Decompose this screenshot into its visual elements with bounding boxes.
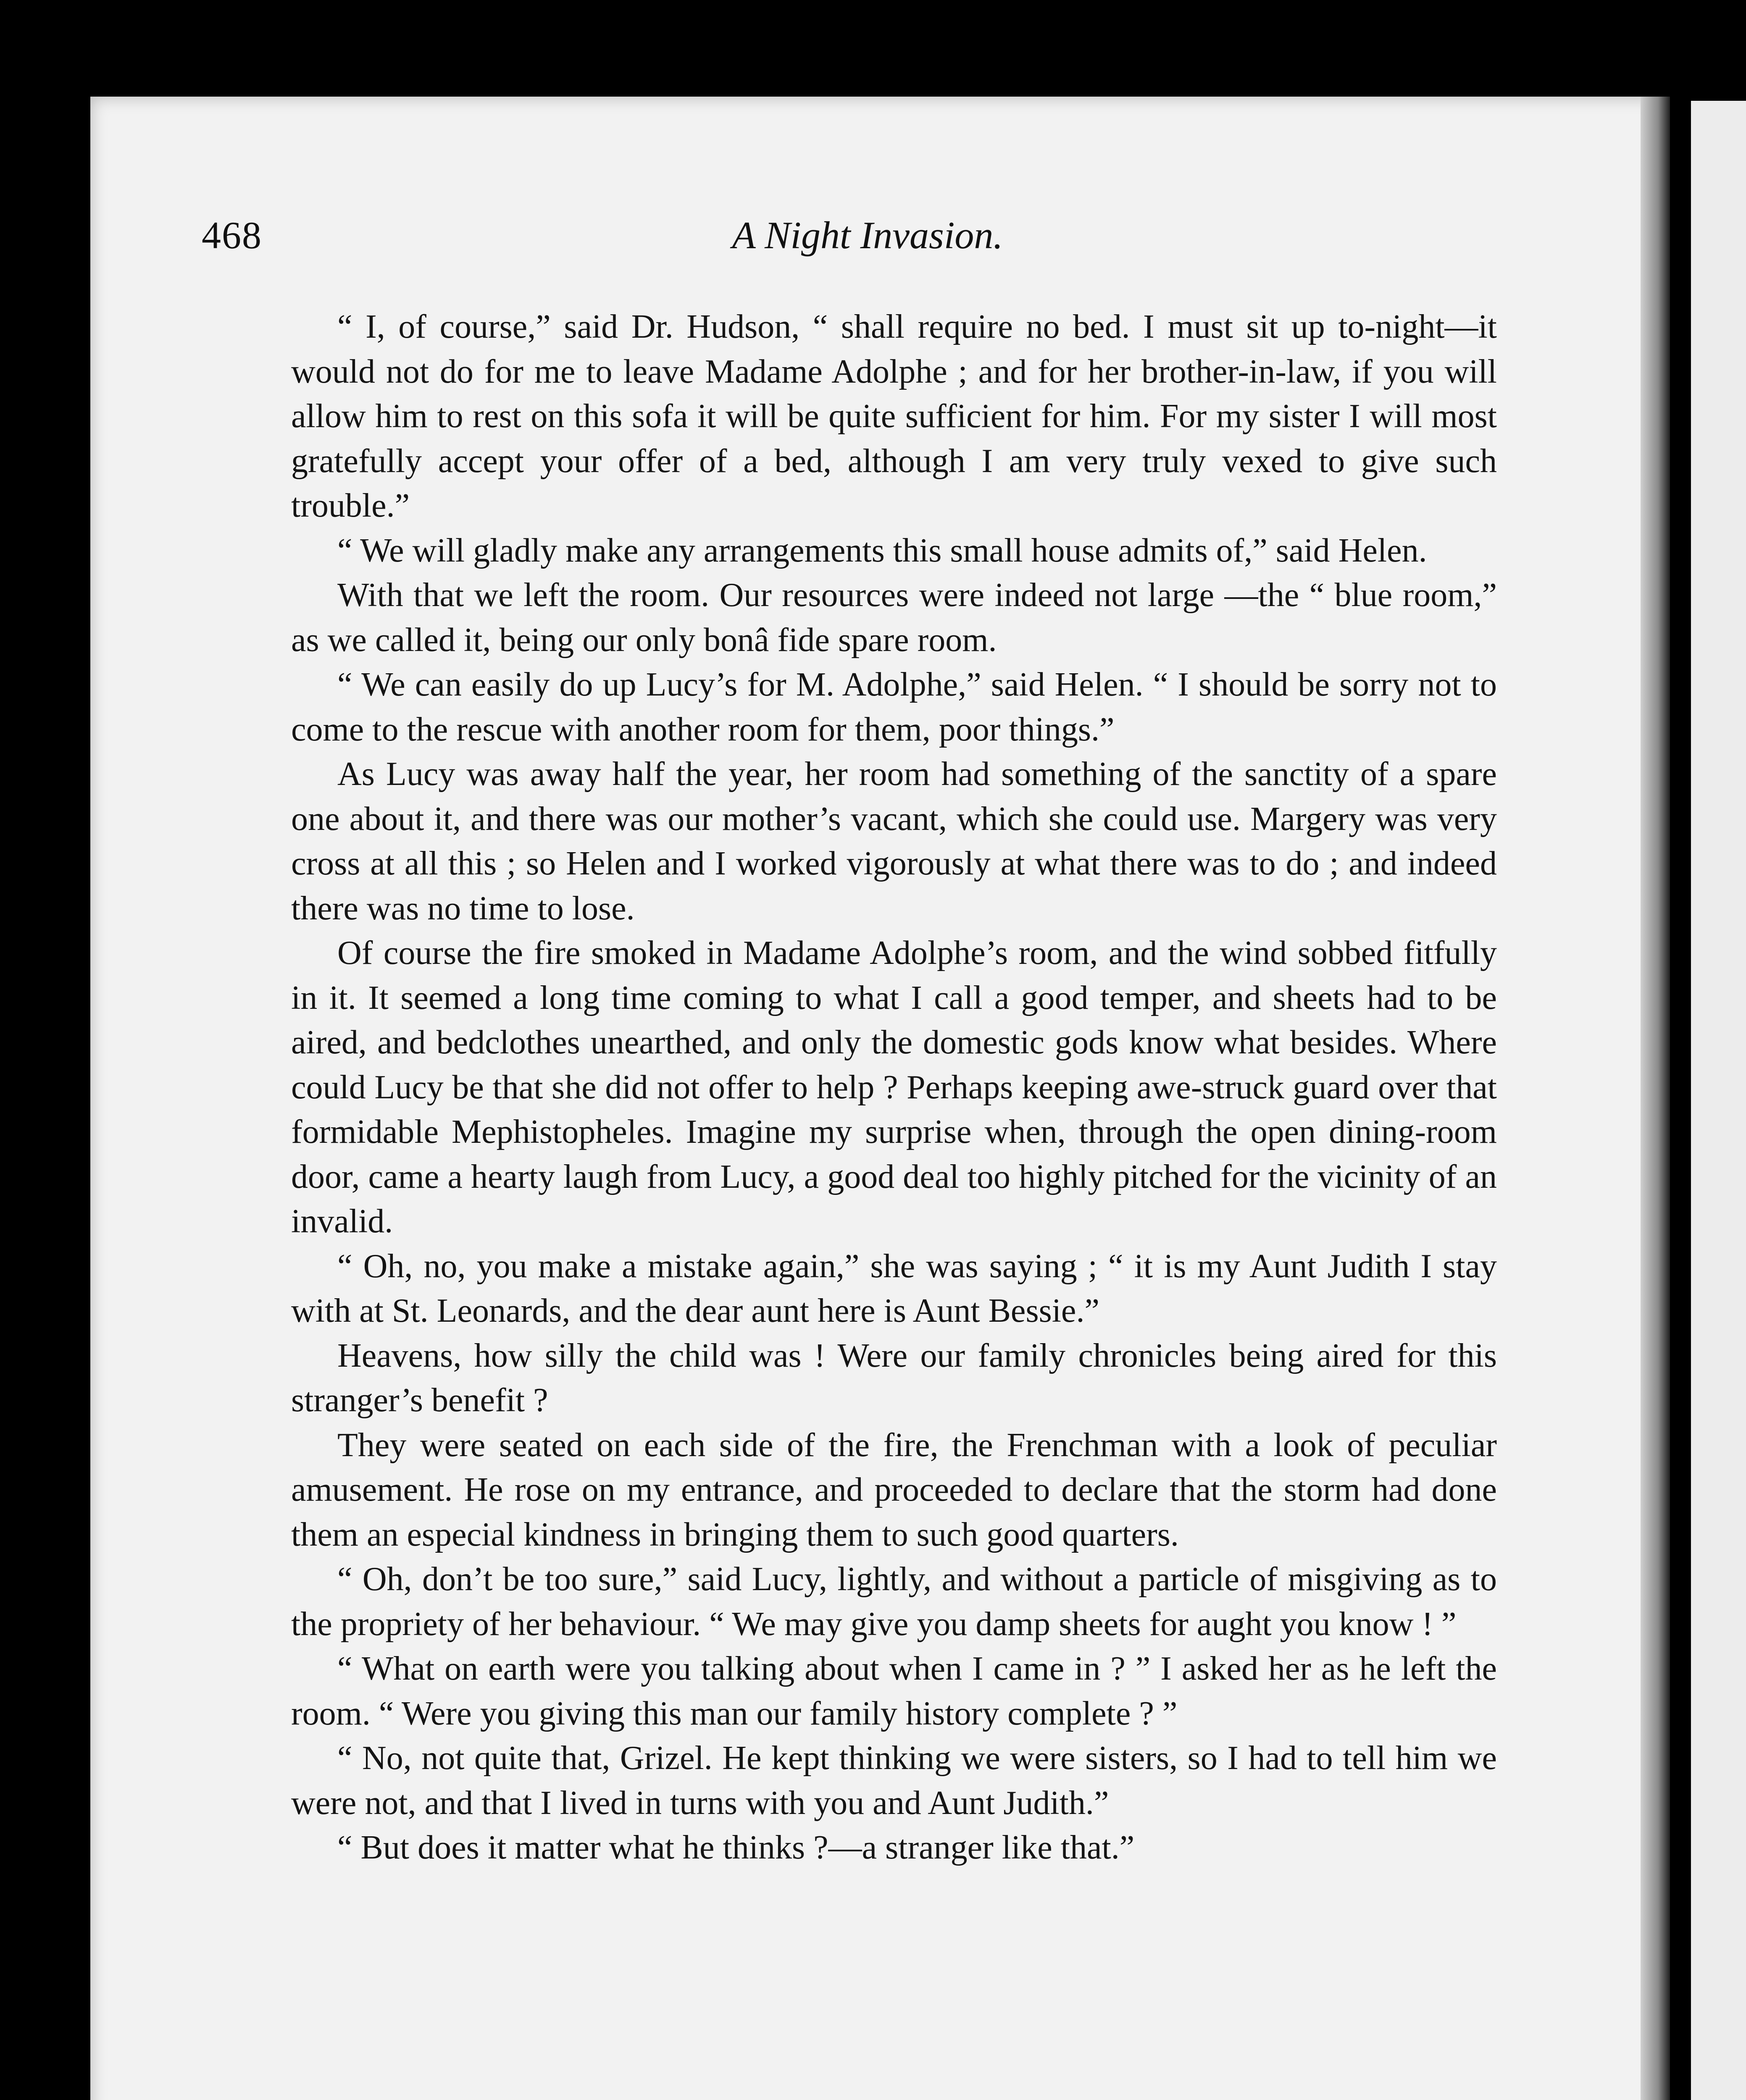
paragraph: “ We can easily do up Lucy’s for M. Adolphe,” said Helen. “ I should be sorry not to come to the rescue with another room for them, poor things.” [291,666,1497,748]
paragraph: “ I, of course,” said Dr. Hudson, “ shall require no bed. I must sit up to-night—it would not do for me to leave Madame Adolphe ; and for her brother-in-law, if you will allow him to rest on this sofa it will be quite sufficient for him. For my sister I will most gratefully accept your offer of a bed, although I am very truly vexed to give such trouble.” [291,308,1497,524]
page-number: 468 [202,214,262,257]
paragraph: With that we left the room. Our resources were indeed not large —the “ blue room,” as we called it, being our only bonâ fide spare room. [291,577,1497,659]
paragraph: “ Oh, don’t be too sure,” said Lucy, lightly, and without a particle of misgiving as to the propriety of her behaviour. “ We may give you damp sheets for aught you know ! ” [291,1561,1497,1643]
paragraph: As Lucy was away half the year, her room had something of the sanctity of a spare one about it, and there was our mother’s vacant, which she could use. Margery was very cross at all this ; so Helen and I worked vigorously at what there was to do ; and indeed there was no time to lose. [291,756,1497,927]
paragraph: “ No, not quite that, Grizel. He kept thinking we were sisters, so I had to tell him we were not, and that I lived in turns with you and Aunt Judith.” [291,1740,1497,1822]
body-text [291,304,1497,1870]
paragraph: They were seated on each side of the fire, the Frenchman with a look of peculiar amusement. He rose on my entrance, and proceeded to declare that the storm had done them an especial kindness in bringing them to such good quarters. [291,1426,1497,1553]
page-header [202,212,1496,258]
page-gutter-shadow [1641,97,1670,2100]
paragraph: “ Oh, no, you make a mistake again,” she was saying ; “ it is my Aunt Judith I stay with at St. Leonards, and the dear aunt here is Aunt Bessie.” [291,1247,1497,1329]
paragraph: “ What on earth were you talking about when I came in ? ” I asked her as he left the room. “ Were you giving this man our family history complete ? ” [291,1650,1497,1732]
adjacent-page-edge [1691,101,1746,2100]
paragraph: Heavens, how silly the child was ! Were our family chronicles being aired for this stranger’s benefit ? [291,1337,1497,1419]
paragraph: “ We will gladly make any arrangements this small house admits of,” said Helen. [337,532,1427,569]
paragraph: “ But does it matter what he thinks ?—a stranger like that.” [337,1829,1135,1866]
paragraph: Of course the fire smoked in Madame Adolphe’s room, and the wind sobbed fitfully in it. It seemed a long time coming to what I call a good temper, and sheets had to be aired, and bedclothes unearthed, and only the domestic gods know what besides. Where could Lucy be that she did not offer to help ? Perhaps keeping awe-struck guard over that formidable Mephistopheles. Imagine my surprise when, through the open dining-room door, came a hearty laugh from Lucy, a good deal too highly pitched for the vicinity of an invalid. [291,934,1497,1240]
running-title: A Night Invasion. [732,214,1003,257]
